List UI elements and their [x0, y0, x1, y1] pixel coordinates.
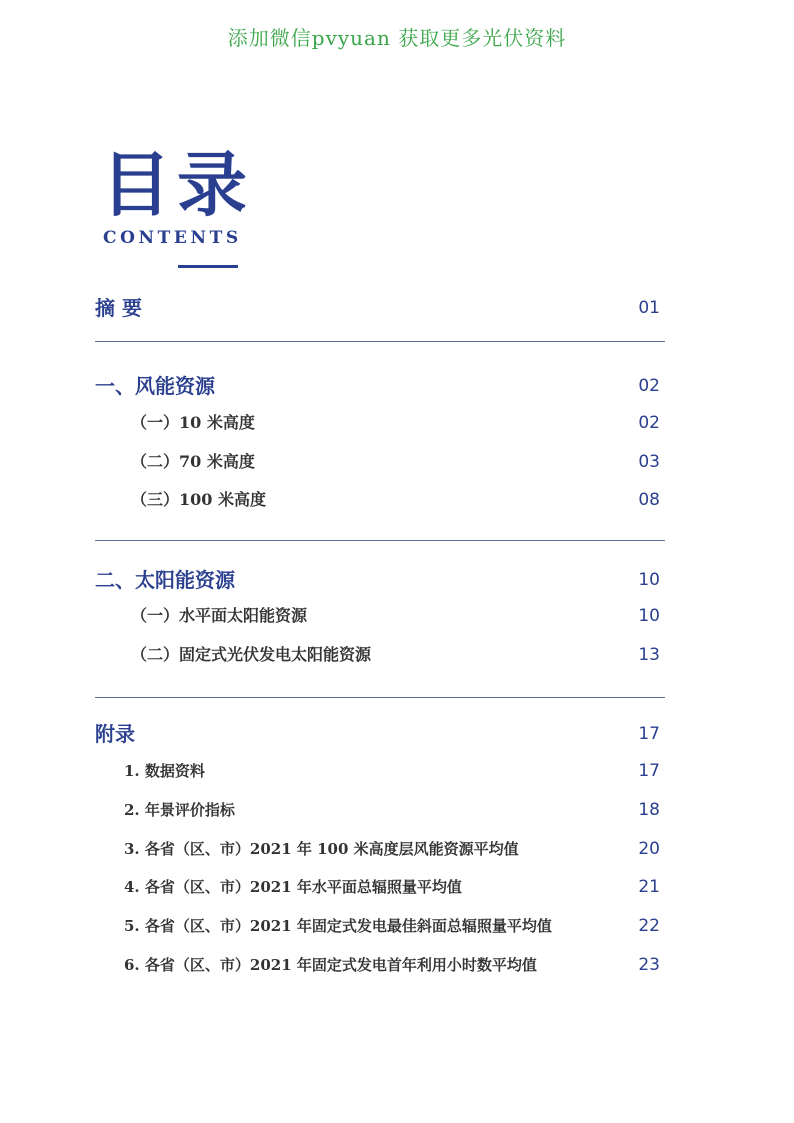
toc-entry-wind-10m[interactable] [0, 408, 794, 438]
toc-entry-page: 10 [638, 606, 660, 626]
toc-entry-solar[interactable] [0, 565, 794, 595]
toc-entry-page: 13 [638, 645, 660, 665]
toc-entry-wind[interactable] [0, 371, 794, 401]
toc-entry-label: 二、太阳能资源 [95, 568, 235, 592]
toc-entry-label: 4. 各省（区、市）2021 年水平面总辐照量平均值 [124, 878, 462, 896]
toc-entry-page: 02 [638, 413, 660, 433]
toc-entry-label: （三）100 米高度 [131, 490, 266, 509]
toc-entry-appendix-5[interactable] [0, 911, 794, 941]
toc-entry-page: 20 [638, 839, 660, 859]
toc-entry-page: 18 [638, 800, 660, 820]
page-subtitle: CONTENTS [103, 228, 242, 248]
toc-entry-solar-horizontal[interactable] [0, 601, 794, 631]
toc-entry-page: 10 [638, 570, 660, 590]
toc-entry-label: （一）水平面太阳能资源 [131, 606, 308, 625]
toc-entry-label: 3. 各省（区、市）2021 年 100 米高度层风能资源平均值 [124, 840, 519, 858]
toc-entry-label: 附录 [95, 722, 135, 746]
toc-entry-page: 17 [638, 724, 660, 744]
toc-entry-label: （一）10 米高度 [131, 413, 255, 432]
toc-entry-appendix-3[interactable] [0, 834, 794, 864]
section-divider [95, 540, 665, 541]
toc-entry-appendix-6[interactable] [0, 950, 794, 980]
toc-entry-page: 08 [638, 490, 660, 510]
toc-entry-page: 01 [638, 298, 660, 318]
toc-entry-appendix-1[interactable] [0, 756, 794, 786]
title-underline [178, 265, 238, 268]
toc-entry-page: 03 [638, 452, 660, 472]
section-divider [95, 341, 665, 342]
toc-entry-label: 6. 各省（区、市）2021 年固定式发电首年利用小时数平均值 [124, 956, 537, 974]
toc-entry-wind-100m[interactable] [0, 485, 794, 515]
toc-entry-label: （二）固定式光伏发电太阳能资源 [131, 645, 372, 664]
toc-entry-wind-70m[interactable] [0, 447, 794, 477]
toc-entry-appendix[interactable] [0, 719, 794, 749]
page-title: 目录 [101, 143, 253, 226]
watermark-text: 添加微信pvyuan 获取更多光伏资料 [227, 26, 567, 50]
toc-entry-page: 23 [638, 955, 660, 975]
toc-entry-abstract[interactable] [0, 293, 794, 323]
toc-entry-appendix-2[interactable] [0, 795, 794, 825]
toc-entry-label: 5. 各省（区、市）2021 年固定式发电最佳斜面总辐照量平均值 [124, 917, 552, 935]
toc-entry-label: （二）70 米高度 [131, 452, 255, 471]
toc-entry-label: 1. 数据资料 [124, 762, 205, 780]
toc-entry-label: 摘 要 [95, 296, 142, 320]
toc-entry-appendix-4[interactable] [0, 872, 794, 902]
toc-entry-page: 02 [638, 376, 660, 396]
toc-entry-page: 17 [638, 761, 660, 781]
toc-entry-page: 22 [638, 916, 660, 936]
toc-entry-label: 2. 年景评价指标 [124, 801, 235, 819]
toc-entry-solar-fixed-pv[interactable] [0, 640, 794, 670]
section-divider [95, 697, 665, 698]
toc-entry-label: 一、风能资源 [95, 374, 215, 398]
toc-entry-page: 21 [638, 877, 660, 897]
